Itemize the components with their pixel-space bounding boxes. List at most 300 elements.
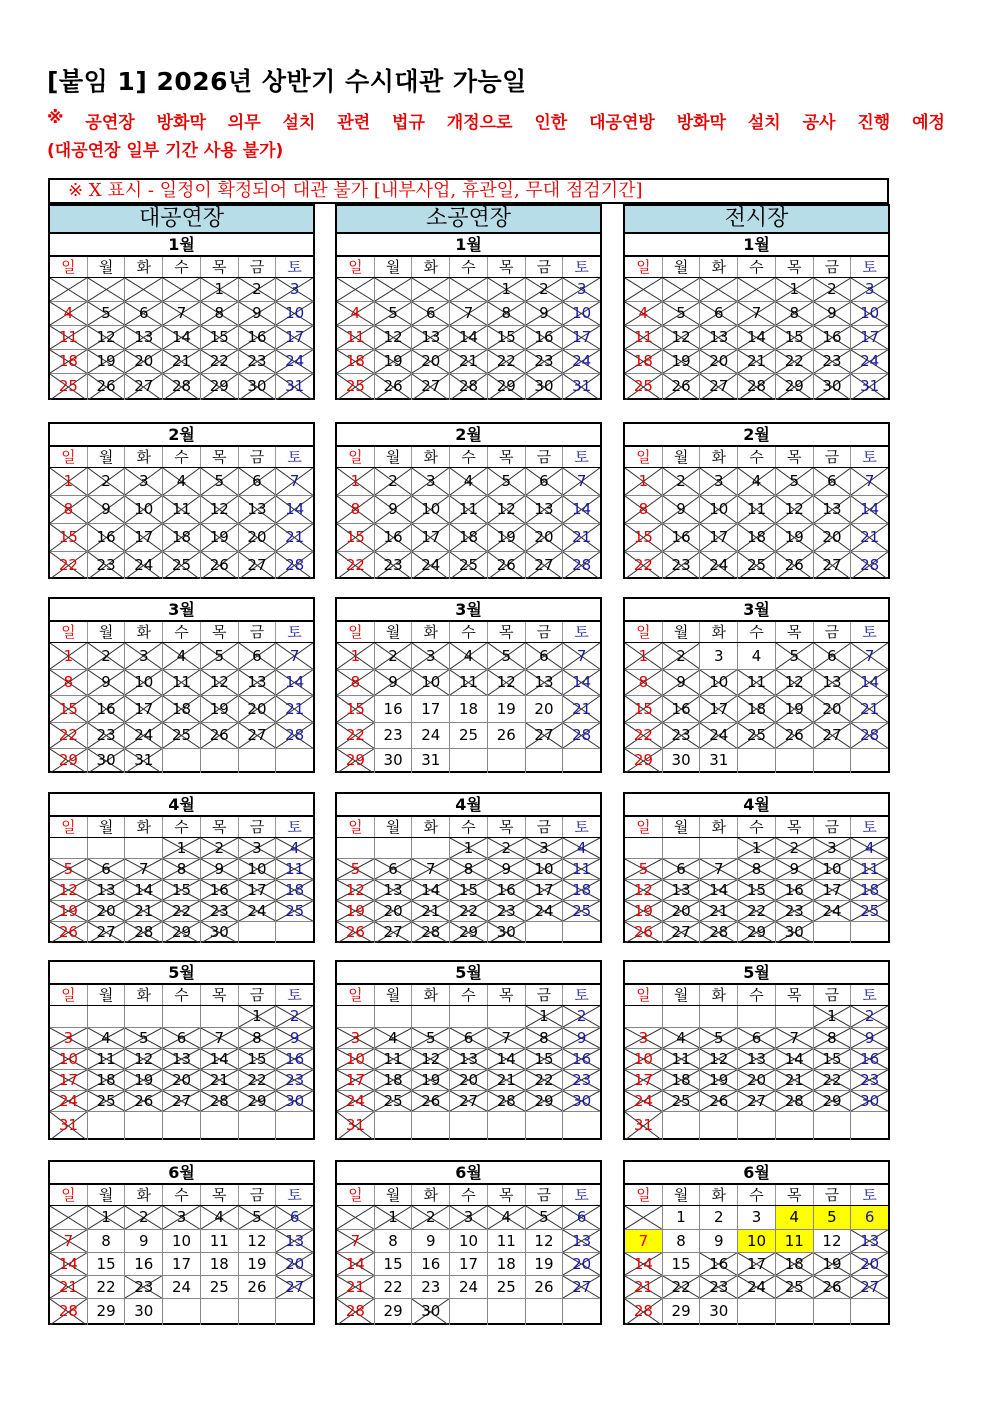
day-number: 19 xyxy=(784,700,804,718)
day-cell xyxy=(412,696,450,723)
day-number: 30 xyxy=(421,1302,441,1320)
day-number: 7 xyxy=(139,860,149,878)
day-number: 14 xyxy=(209,1050,229,1068)
day-cell xyxy=(125,496,163,524)
day-cell xyxy=(163,901,201,922)
day-number: 8 xyxy=(463,860,474,878)
month-label: 5월 xyxy=(50,962,313,985)
day-cell xyxy=(375,1070,413,1091)
empty-day-cell xyxy=(337,838,375,859)
day-cell xyxy=(663,496,701,524)
empty-day-cell xyxy=(851,922,888,943)
month-label: 2월 xyxy=(625,424,888,447)
weekday-label: 월 xyxy=(88,817,126,837)
day-number: 28 xyxy=(171,377,192,395)
day-cell xyxy=(88,922,126,943)
day-cell xyxy=(851,524,888,552)
day-cell xyxy=(337,496,375,524)
empty-day-cell xyxy=(375,278,413,302)
day-cell xyxy=(450,723,488,749)
day-number: 18 xyxy=(784,1255,804,1273)
day-number: 8 xyxy=(214,304,224,322)
day-number: 15 xyxy=(247,1050,267,1068)
day-cell xyxy=(239,1091,277,1112)
day-cell xyxy=(276,1049,313,1070)
weekday-label: 토 xyxy=(574,448,589,466)
day-cell xyxy=(88,302,126,326)
day-number: 20 xyxy=(709,352,729,370)
day-cell xyxy=(814,696,852,723)
day-cell xyxy=(239,901,277,922)
day-number: 11 xyxy=(633,328,653,346)
day-cell xyxy=(526,278,564,302)
day-number: 19 xyxy=(58,902,78,920)
empty-day-cell xyxy=(563,922,600,943)
day-number: 24 xyxy=(458,1278,479,1296)
day-cell xyxy=(738,922,776,943)
day-cell xyxy=(239,1006,277,1028)
day-cell xyxy=(738,880,776,901)
day-cell xyxy=(663,468,701,496)
day-cell xyxy=(450,350,488,374)
day-cell xyxy=(488,326,526,350)
day-number: 26 xyxy=(134,1092,154,1110)
day-cell xyxy=(814,1276,852,1299)
day-cell xyxy=(163,880,201,901)
weekday-label: 월 xyxy=(375,985,413,1005)
day-number: 21 xyxy=(285,528,305,546)
day-cell xyxy=(337,350,375,374)
day-number: 30 xyxy=(784,923,804,941)
day-number: 15 xyxy=(383,1255,403,1273)
day-cell xyxy=(125,1206,163,1230)
empty-day-cell xyxy=(239,749,277,773)
day-cell xyxy=(88,696,126,723)
empty-day-cell xyxy=(814,1299,852,1325)
day-number: 15 xyxy=(209,328,229,346)
weekday-label: 화 xyxy=(412,985,450,1005)
day-number: 9 xyxy=(388,500,398,518)
weekday-label: 토 xyxy=(287,448,302,466)
day-cell xyxy=(163,1230,201,1253)
day-cell xyxy=(201,468,239,496)
day-cell xyxy=(776,524,814,552)
day-number: 14 xyxy=(784,1050,804,1068)
day-cell xyxy=(276,1028,313,1049)
calendar-gallery-month-5 xyxy=(623,960,890,1140)
day-number: 6 xyxy=(252,472,262,490)
empty-day-cell xyxy=(625,1206,663,1230)
day-cell xyxy=(163,1253,201,1276)
weekday-label: 화 xyxy=(125,817,163,837)
day-number: 28 xyxy=(496,1092,516,1110)
day-number: 12 xyxy=(496,673,516,691)
empty-day-cell xyxy=(50,838,88,859)
day-number: 24 xyxy=(134,556,154,574)
day-number: 23 xyxy=(496,902,516,920)
day-cell xyxy=(738,1253,776,1276)
notice-word: 진행 xyxy=(857,113,891,133)
calendar-small-hall-month-1 xyxy=(335,232,602,400)
notice-word: 예정 xyxy=(912,113,945,133)
day-number: 10 xyxy=(572,304,592,322)
day-number: 6 xyxy=(751,1029,762,1047)
day-number: 6 xyxy=(539,472,549,490)
day-number: 15 xyxy=(822,1050,842,1068)
day-cell xyxy=(450,880,488,901)
day-number: 13 xyxy=(421,328,441,346)
day-cell xyxy=(337,880,375,901)
day-cell xyxy=(88,1070,126,1091)
day-cell xyxy=(239,552,277,579)
day-number: 1 xyxy=(501,280,511,298)
day-number: 15 xyxy=(633,700,653,718)
day-cell xyxy=(88,859,126,880)
day-cell xyxy=(450,1206,488,1230)
day-cell xyxy=(163,552,201,579)
day-cell xyxy=(239,326,277,350)
day-number: 29 xyxy=(209,377,229,395)
day-cell xyxy=(412,524,450,552)
day-number: 30 xyxy=(96,751,116,769)
day-number: 2 xyxy=(289,1007,300,1025)
day-cell xyxy=(50,326,88,350)
day-cell xyxy=(625,374,663,400)
day-number: 30 xyxy=(572,1092,592,1110)
day-number: 21 xyxy=(58,1278,78,1296)
day-number: 2 xyxy=(426,1208,436,1226)
weekday-label: 일 xyxy=(337,257,375,277)
day-cell xyxy=(488,643,526,670)
empty-day-cell xyxy=(412,1112,450,1140)
day-cell xyxy=(88,1299,126,1325)
day-cell xyxy=(450,901,488,922)
empty-day-cell xyxy=(663,278,701,302)
day-cell xyxy=(700,350,738,374)
day-number: 25 xyxy=(171,556,192,574)
day-number: 23 xyxy=(421,1278,441,1296)
day-cell xyxy=(276,859,313,880)
day-cell xyxy=(700,552,738,579)
day-number: 17 xyxy=(534,881,554,899)
day-number: 26 xyxy=(345,923,365,941)
day-number: 21 xyxy=(572,528,592,546)
day-cell xyxy=(663,350,701,374)
empty-day-cell xyxy=(700,1006,738,1028)
day-number: 27 xyxy=(383,923,403,941)
day-number: 17 xyxy=(421,700,441,718)
notice-word: 방화막 xyxy=(156,113,206,133)
day-cell xyxy=(663,696,701,723)
day-cell xyxy=(663,524,701,552)
weekday-label: 토 xyxy=(287,986,302,1004)
day-number: 12 xyxy=(671,328,691,346)
empty-day-cell xyxy=(663,1006,701,1028)
day-number: 15 xyxy=(58,700,78,718)
month-label: 3월 xyxy=(337,599,600,622)
legend-note: ※ X 표시 - 일정이 확정되어 대관 불가 [내부사업, 휴관일, 무대 점검기간] xyxy=(48,178,889,204)
day-cell xyxy=(814,1028,852,1049)
day-cell xyxy=(337,643,375,670)
weekday-label: 화 xyxy=(412,257,450,277)
day-number: 30 xyxy=(860,1092,880,1110)
day-cell xyxy=(526,723,564,749)
day-cell xyxy=(776,302,814,326)
day-number: 18 xyxy=(746,700,767,718)
day-cell xyxy=(563,302,600,326)
day-number: 10 xyxy=(285,304,305,322)
week-row xyxy=(337,749,600,773)
empty-day-cell xyxy=(488,1006,526,1028)
day-cell xyxy=(239,859,277,880)
day-cell xyxy=(239,880,277,901)
weekday-label: 목 xyxy=(776,622,814,642)
day-cell xyxy=(663,1253,701,1276)
day-number: 8 xyxy=(350,500,361,518)
day-number: 12 xyxy=(496,500,516,518)
day-cell xyxy=(851,374,888,400)
day-number: 8 xyxy=(350,673,361,691)
day-cell xyxy=(738,1091,776,1112)
day-number: 25 xyxy=(383,1092,403,1110)
day-cell xyxy=(88,1091,126,1112)
day-number: 10 xyxy=(822,860,842,878)
day-number: 17 xyxy=(709,528,729,546)
day-number: 3 xyxy=(426,472,436,490)
week-row xyxy=(50,922,313,943)
day-number: 6 xyxy=(252,647,262,665)
day-cell xyxy=(663,643,701,670)
day-cell xyxy=(375,496,413,524)
day-number: 10 xyxy=(860,304,880,322)
empty-day-cell xyxy=(450,1299,488,1325)
week-row xyxy=(337,496,600,524)
day-cell xyxy=(201,350,239,374)
day-number: 21 xyxy=(171,352,192,370)
empty-day-cell xyxy=(88,1006,126,1028)
day-cell xyxy=(412,1253,450,1276)
day-cell xyxy=(201,1206,239,1230)
weekday-label: 토 xyxy=(862,818,877,836)
weekday-label: 화 xyxy=(125,985,163,1005)
day-cell xyxy=(276,670,313,696)
week-row xyxy=(337,1091,600,1112)
day-cell xyxy=(125,1091,163,1112)
weekday-label: 목 xyxy=(488,985,526,1005)
day-number: 14 xyxy=(58,1255,78,1273)
empty-day-cell xyxy=(125,1006,163,1028)
weekday-label: 월 xyxy=(375,817,413,837)
week-row xyxy=(625,838,888,859)
day-number: 15 xyxy=(171,881,192,899)
week-row xyxy=(337,901,600,922)
week-row xyxy=(337,859,600,880)
weekday-label: 화 xyxy=(412,447,450,467)
week-row xyxy=(337,1230,600,1253)
day-cell xyxy=(488,922,526,943)
day-number: 21 xyxy=(209,1071,229,1089)
day-cell xyxy=(125,326,163,350)
day-number: 21 xyxy=(633,1278,653,1296)
day-number: 13 xyxy=(860,1232,880,1250)
day-number: 27 xyxy=(822,726,842,744)
day-cell xyxy=(276,326,313,350)
day-cell xyxy=(488,552,526,579)
notice-word: 개정으로 xyxy=(446,113,513,133)
day-cell xyxy=(125,723,163,749)
weekday-label: 금 xyxy=(814,817,852,837)
day-number: 11 xyxy=(458,673,479,691)
day-cell xyxy=(851,643,888,670)
day-cell xyxy=(125,1049,163,1070)
week-row xyxy=(625,1253,888,1276)
day-cell xyxy=(814,670,852,696)
calendar-gallery-month-6 xyxy=(623,1160,890,1325)
day-cell xyxy=(625,643,663,670)
day-number: 24 xyxy=(822,902,842,920)
day-number: 20 xyxy=(171,1071,192,1089)
day-cell xyxy=(412,643,450,670)
day-number: 13 xyxy=(96,881,116,899)
day-number: 9 xyxy=(426,1232,436,1250)
day-number: 25 xyxy=(671,1092,691,1110)
day-cell xyxy=(276,1091,313,1112)
day-number: 11 xyxy=(746,500,767,518)
notice-word: 설치 xyxy=(747,113,781,133)
day-number: 22 xyxy=(209,352,229,370)
weekday-label: 수 xyxy=(738,257,776,277)
day-cell xyxy=(337,670,375,696)
day-cell xyxy=(814,723,852,749)
day-number: 5 xyxy=(388,304,398,322)
day-cell xyxy=(488,1070,526,1091)
day-cell xyxy=(412,1276,450,1299)
weekday-header-row xyxy=(50,257,313,278)
day-number: 20 xyxy=(860,1255,880,1273)
day-number: 20 xyxy=(534,528,554,546)
day-number: 9 xyxy=(676,500,686,518)
week-row xyxy=(50,901,313,922)
weekday-label: 월 xyxy=(663,257,701,277)
weekday-label: 금 xyxy=(239,817,277,837)
day-cell xyxy=(337,1276,375,1299)
empty-day-cell xyxy=(125,1112,163,1140)
weekday-label: 수 xyxy=(450,257,488,277)
day-cell xyxy=(450,696,488,723)
week-row xyxy=(625,524,888,552)
weekday-header-row xyxy=(337,447,600,468)
week-row xyxy=(50,326,313,350)
day-number: 1 xyxy=(63,472,74,490)
day-number: 24 xyxy=(421,556,441,574)
day-number: 8 xyxy=(676,1232,686,1250)
day-cell xyxy=(700,901,738,922)
day-cell xyxy=(239,838,277,859)
day-number: 26 xyxy=(209,556,229,574)
day-number: 26 xyxy=(633,923,653,941)
day-number: 2 xyxy=(676,647,686,665)
day-number: 13 xyxy=(822,500,842,518)
weekday-header-row xyxy=(625,622,888,643)
day-cell xyxy=(239,1276,277,1299)
week-row xyxy=(625,859,888,880)
day-cell xyxy=(337,302,375,326)
day-number: 13 xyxy=(822,673,842,691)
day-cell xyxy=(663,1070,701,1091)
weekday-label: 수 xyxy=(738,1185,776,1205)
day-cell xyxy=(526,1276,564,1299)
day-number: 28 xyxy=(345,1302,365,1320)
day-cell xyxy=(814,1230,852,1253)
empty-day-cell xyxy=(450,749,488,773)
day-cell xyxy=(88,1028,126,1049)
day-cell xyxy=(201,496,239,524)
day-cell xyxy=(663,1299,701,1325)
weekday-label: 일 xyxy=(625,985,663,1005)
day-number: 3 xyxy=(751,1208,762,1226)
day-cell xyxy=(375,901,413,922)
day-cell xyxy=(163,1028,201,1049)
empty-day-cell xyxy=(526,749,564,773)
day-number: 17 xyxy=(58,1071,78,1089)
empty-day-cell xyxy=(488,1112,526,1140)
day-number: 18 xyxy=(96,1071,116,1089)
day-cell xyxy=(201,922,239,943)
day-cell xyxy=(700,1091,738,1112)
week-row xyxy=(50,838,313,859)
day-number: 24 xyxy=(633,1092,653,1110)
weekday-label: 목 xyxy=(201,985,239,1005)
day-number: 29 xyxy=(746,923,767,941)
day-number: 28 xyxy=(860,556,880,574)
day-cell xyxy=(700,670,738,696)
day-cell xyxy=(201,1091,239,1112)
weekday-label: 목 xyxy=(488,817,526,837)
day-cell xyxy=(125,1276,163,1299)
calendar-gallery-month-1 xyxy=(623,232,890,400)
day-number: 23 xyxy=(96,726,116,744)
week-row xyxy=(337,1112,600,1140)
day-cell xyxy=(700,374,738,400)
day-cell xyxy=(412,326,450,350)
week-row xyxy=(337,350,600,374)
day-cell xyxy=(700,723,738,749)
day-cell xyxy=(488,1028,526,1049)
day-number: 9 xyxy=(714,1232,724,1250)
day-cell xyxy=(337,1049,375,1070)
day-number: 28 xyxy=(285,726,305,744)
day-number: 21 xyxy=(421,902,441,920)
day-cell xyxy=(375,1253,413,1276)
weekday-label: 목 xyxy=(776,1185,814,1205)
weekday-label: 금 xyxy=(526,447,564,467)
weekday-label: 토 xyxy=(574,1186,589,1204)
day-cell xyxy=(276,1070,313,1091)
day-number: 8 xyxy=(101,1232,111,1250)
day-cell xyxy=(814,496,852,524)
empty-day-cell xyxy=(700,838,738,859)
day-number: 16 xyxy=(496,881,516,899)
weekday-label: 화 xyxy=(125,622,163,642)
day-number: 22 xyxy=(345,556,365,574)
weekday-label: 토 xyxy=(574,258,589,276)
day-cell xyxy=(814,302,852,326)
day-number: 5 xyxy=(139,1029,149,1047)
calendar-large-hall-month-4 xyxy=(48,792,315,943)
day-number: 1 xyxy=(101,1208,111,1226)
day-cell xyxy=(563,696,600,723)
day-number: 2 xyxy=(501,839,511,857)
